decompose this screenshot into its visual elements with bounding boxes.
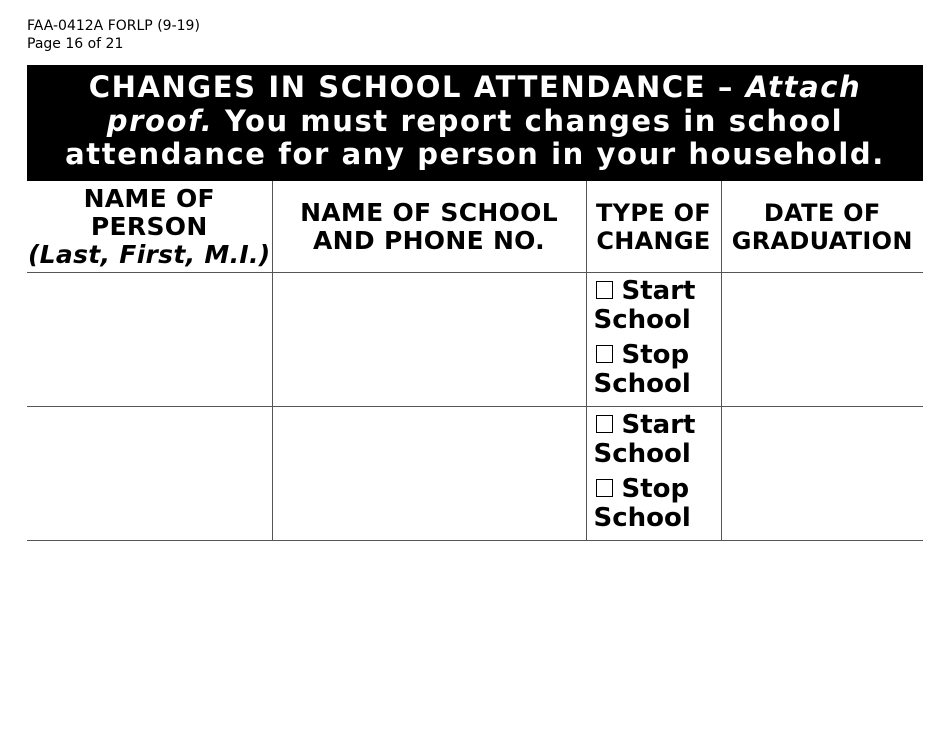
header-name-format: (Last, First, M.I.): [27, 239, 271, 269]
page-number: Page 16 of 21: [27, 36, 124, 52]
form-identifier: [27, 17, 200, 53]
banner-line-3: attendance for any person in your household.: [65, 137, 885, 171]
banner-line-1: [27, 71, 923, 105]
header-date-of-graduation: DATE OF GRADUATION: [721, 181, 923, 273]
table-row: [27, 407, 923, 541]
start-school-checkbox[interactable]: [596, 415, 613, 433]
start-school-option[interactable]: Start School: [593, 410, 696, 469]
form-number: FAA-0412A FORLP (9-19): [27, 18, 200, 34]
start-school-option[interactable]: Start School: [593, 276, 696, 335]
table-row: [27, 273, 923, 407]
name-of-person-field[interactable]: [27, 273, 272, 407]
header-name-of-person: NAME OF PERSON (Last, First, M.I.): [27, 181, 272, 273]
header-type-of-change: TYPE OF CHANGE: [586, 181, 721, 273]
header-name-of-school: NAME OF SCHOOL AND PHONE NO.: [272, 181, 586, 273]
school-name-phone-field[interactable]: [272, 407, 586, 541]
table-header-row: [27, 181, 923, 273]
type-of-change-cell: [586, 273, 721, 407]
banner-line-2: [27, 105, 923, 139]
school-name-phone-field[interactable]: [272, 273, 586, 407]
stop-school-checkbox[interactable]: [596, 479, 613, 497]
section-title-banner: [27, 65, 923, 181]
stop-school-option[interactable]: Stop School: [593, 474, 691, 533]
banner-proof: proof.: [106, 103, 214, 138]
banner-title: CHANGES IN SCHOOL ATTENDANCE –: [88, 70, 746, 104]
school-attendance-table: [27, 181, 923, 541]
banner-instruction-1: You must report changes in school: [213, 103, 844, 138]
graduation-date-field[interactable]: [721, 407, 923, 541]
stop-school-option[interactable]: Stop School: [593, 340, 691, 399]
graduation-date-field[interactable]: [721, 273, 923, 407]
name-of-person-field[interactable]: [27, 407, 272, 541]
stop-school-checkbox[interactable]: [596, 345, 613, 363]
start-school-checkbox[interactable]: [596, 281, 613, 299]
banner-attach: Attach: [745, 70, 862, 104]
type-of-change-cell: [586, 407, 721, 541]
